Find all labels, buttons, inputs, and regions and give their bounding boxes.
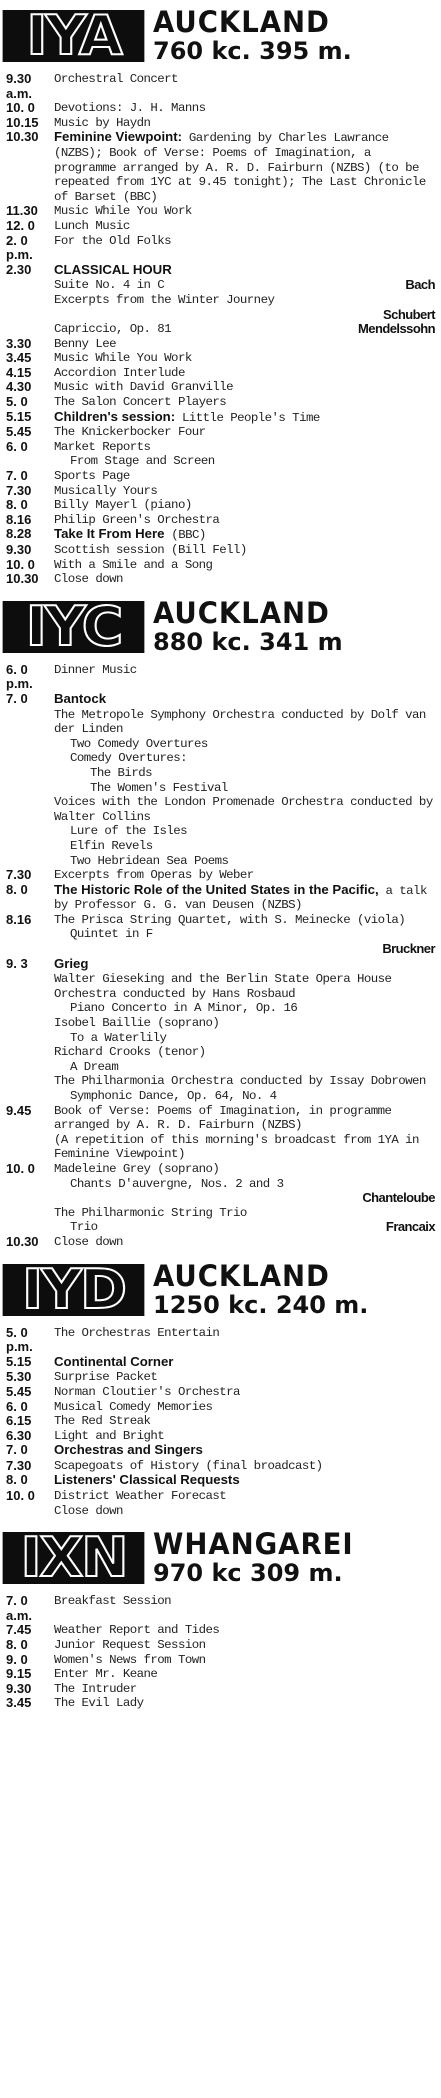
entry-description: Norman Cloutier's Orchestra xyxy=(54,1384,240,1399)
entry-detail-line: Two Comedy Overtures xyxy=(70,736,208,751)
entry-description: Little People's Time xyxy=(175,410,320,425)
entry-description: Benny Lee xyxy=(54,336,116,351)
station-banner xyxy=(6,6,435,68)
entry-body xyxy=(54,558,435,573)
entry-title: Feminine Viewpoint: xyxy=(54,129,182,145)
station-section xyxy=(6,1528,435,1711)
stations-list xyxy=(6,6,435,1711)
entry-body xyxy=(54,116,435,131)
programme-entry xyxy=(6,1623,435,1638)
entry-time: 10. 0 xyxy=(6,1160,35,1176)
entry-description: Orchestral Concert xyxy=(54,72,178,86)
station-frequency: 880 kc. 341 m xyxy=(153,627,343,656)
entry-description: Book of Verse: Poems of Imagination, in programme arranged by A. R. D. Fairburn (NZBS) xyxy=(54,1103,392,1133)
entry-detail-line: Piano Concerto in A Minor, Op. 16 xyxy=(70,1001,298,1016)
station-section xyxy=(6,1257,435,1529)
station-city: AUCKLAND xyxy=(153,595,330,630)
entry-detail-line xyxy=(54,278,435,293)
programme-entry xyxy=(6,663,435,692)
entry-body xyxy=(54,957,435,1104)
entry-detail-line xyxy=(54,1220,435,1235)
entry-body xyxy=(54,1638,435,1653)
entry-time: 7.30 xyxy=(6,1457,32,1473)
entry-description: With a Smile and a Song xyxy=(54,557,213,572)
entry-time: 9.30 xyxy=(6,1680,32,1696)
programme-entry xyxy=(6,513,435,528)
programme-entry xyxy=(6,1385,435,1400)
entry-time: 9. 3 xyxy=(6,955,28,971)
entry-detail-line xyxy=(54,1191,435,1206)
programme-entry xyxy=(6,366,435,381)
programme-entry xyxy=(6,1459,435,1474)
programme-entry xyxy=(6,1594,435,1623)
programme-entry xyxy=(6,1682,435,1697)
entry-body xyxy=(54,868,435,883)
entry-time: 9. 0 xyxy=(6,1651,28,1667)
entry-body xyxy=(54,454,435,469)
programme-entry xyxy=(6,527,435,543)
programme-list xyxy=(6,663,435,1250)
entry-body xyxy=(54,101,435,116)
entry-body xyxy=(54,1653,435,1668)
entry-time: 10. 0 xyxy=(6,100,35,116)
programme-entry xyxy=(6,868,435,883)
programme-entry xyxy=(6,1653,435,1668)
programme-entry xyxy=(6,116,435,131)
entry-body xyxy=(54,1414,435,1429)
programme-list xyxy=(6,72,435,587)
entry-body xyxy=(54,440,435,455)
entry-body xyxy=(54,883,435,913)
programme-entry xyxy=(6,234,435,263)
entry-detail-line: To a Waterlily xyxy=(70,1030,167,1045)
entry-description: Lunch Music xyxy=(54,218,130,233)
entry-time: 5. 0 p.m. xyxy=(6,1324,33,1355)
entry-body xyxy=(54,543,435,558)
entry-detail-line: Voices with the London Promenade Orchestra conducted by Walter Collins xyxy=(54,795,433,824)
programme-entry xyxy=(6,101,435,116)
entry-body xyxy=(54,72,435,101)
programme-entry xyxy=(6,72,435,101)
entry-body xyxy=(54,1104,435,1162)
entry-body xyxy=(54,498,435,513)
entry-description: Surprise Packet xyxy=(54,1370,158,1385)
entry-time: 9.45 xyxy=(6,1102,32,1118)
entry-body xyxy=(54,1235,435,1250)
entry-body xyxy=(54,1429,435,1444)
entry-body xyxy=(54,1623,435,1638)
entry-time: 7.30 xyxy=(6,867,32,883)
entry-time: 4.30 xyxy=(6,379,32,395)
programme-list xyxy=(6,1594,435,1711)
programme-entry xyxy=(6,204,435,219)
entry-time: 5.45 xyxy=(6,424,32,440)
entry-time: 10. 0 xyxy=(6,1488,35,1504)
programme-entry xyxy=(6,558,435,573)
entry-detail-line: Excerpts from the Winter Journey xyxy=(54,292,275,307)
entry-body xyxy=(54,410,435,426)
entry-description: a talk by Professor G. G. van Deusen (NZBS) xyxy=(54,883,427,913)
entry-time: 5.15 xyxy=(6,408,32,424)
entry-body xyxy=(54,219,435,234)
entry-time: 10.30 xyxy=(6,129,39,145)
station-city: AUCKLAND xyxy=(153,5,330,39)
programme-entry xyxy=(6,130,435,204)
entry-description: Musical Comedy Memories xyxy=(54,1399,213,1414)
entry-description: Junior Request Session xyxy=(54,1638,206,1653)
entry-title: Take It From Here xyxy=(54,526,165,542)
entry-time: 6.15 xyxy=(6,1413,32,1429)
entry-body xyxy=(54,1326,435,1355)
entry-body xyxy=(54,1594,435,1623)
station-frequency: 760 kc. 395 m. xyxy=(153,37,352,65)
entry-time: 9.30 xyxy=(6,542,32,557)
entry-description: Madeleine Grey (soprano) xyxy=(54,1161,220,1176)
programme-entry xyxy=(6,454,435,469)
entry-detail-line: The Philharmonia Orchestra conducted by Issay Dobrowen xyxy=(54,1074,426,1089)
entry-description: Light and Bright xyxy=(54,1428,165,1443)
entry-description: Gardening by Charles Lawrance (NZBS); Book of Verse: Poems of Imagination, a programme arranged by A. R. D. Fairburn (NZBS) (to be repeated from 1YC at 9.45 tonight); The Last Chronicle of Barset (BBC) xyxy=(54,131,426,204)
entry-detail-line: Chants D'auvergne, Nos. 2 and 3 xyxy=(70,1176,284,1191)
programme-entry xyxy=(6,440,435,455)
entry-time: 9.30 a.m. xyxy=(6,71,33,101)
entry-description: Women's News from Town xyxy=(54,1652,206,1667)
entry-time: 8. 0 xyxy=(6,1637,28,1653)
entry-time: 8. 0 xyxy=(6,497,28,513)
entry-time: 6. 0 p.m. xyxy=(6,661,33,692)
station-frequency: 1250 kc. 240 m. xyxy=(153,1290,369,1319)
station-logo xyxy=(3,594,145,658)
programme-entry xyxy=(6,351,435,366)
entry-description: Sports Page xyxy=(54,469,130,484)
entry-detail-line: The Metropole Symphony Orchestra conducted by Dolf van der Linden xyxy=(54,707,426,737)
entry-detail-line: The Philharmonic String Trio xyxy=(54,1205,247,1220)
programme-entry xyxy=(6,337,435,352)
programme-entry xyxy=(6,1667,435,1682)
composer-name: Chanteloube xyxy=(362,1190,435,1206)
entry-time: 10.30 xyxy=(6,571,39,587)
entry-time: 5.45 xyxy=(6,1383,32,1399)
entry-time: 12. 0 xyxy=(6,217,35,233)
entry-time: 2. 0 p.m. xyxy=(6,232,33,263)
programme-entry xyxy=(6,1443,435,1459)
entry-body xyxy=(54,1370,435,1385)
entry-time: 6. 0 xyxy=(6,438,28,454)
entry-body xyxy=(54,572,435,587)
entry-detail-line: Walter Gieseking and the Berlin State Opera House Orchestra conducted by Hans Rosbaud xyxy=(54,972,392,1001)
entry-description: Devotions: J. H. Manns xyxy=(54,101,206,116)
entry-body xyxy=(54,513,435,528)
entry-description: Philip Green's Orchestra xyxy=(54,512,220,527)
entry-description: Musically Yours xyxy=(54,483,158,498)
programme-entry xyxy=(6,469,435,484)
programme-entry xyxy=(6,1414,435,1429)
entry-body xyxy=(54,1489,435,1518)
programme-entry xyxy=(6,219,435,234)
programme-entry xyxy=(6,484,435,499)
entry-time: 8. 0 xyxy=(6,881,28,897)
entry-description: Music While You Work xyxy=(54,351,192,366)
entry-title: Orchestras and Singers xyxy=(54,1442,203,1458)
entry-description: From Stage and Screen xyxy=(70,454,215,469)
station-logo xyxy=(3,4,145,67)
programme-list xyxy=(6,1326,435,1519)
entry-description: The Knickerbocker Four xyxy=(54,425,206,440)
programme-entry xyxy=(6,263,435,337)
programme-entry xyxy=(6,1370,435,1385)
entry-description: The Orchestras Entertain xyxy=(54,1325,220,1340)
entry-description: For the Old Folks xyxy=(54,233,172,248)
composer-name: Bach xyxy=(405,277,435,293)
entry-description: The Intruder xyxy=(54,1681,137,1696)
station-callsign: IYC xyxy=(25,594,122,658)
entry-time: 5.30 xyxy=(6,1369,32,1385)
entry-body xyxy=(54,1696,435,1711)
entry-time: 3.30 xyxy=(6,335,32,351)
entry-body xyxy=(54,204,435,219)
detail-text: Trio xyxy=(70,1220,98,1235)
entry-time: 8. 0 xyxy=(6,1472,28,1488)
composer-name: Schubert xyxy=(383,306,435,322)
entry-body xyxy=(54,1355,435,1371)
entry-description: (BBC) xyxy=(164,528,206,543)
programme-entry xyxy=(6,498,435,513)
entry-description: Music by Haydn xyxy=(54,115,151,130)
entry-title: Continental Corner xyxy=(54,1353,174,1369)
entry-detail-line: Comedy Overtures: xyxy=(70,751,188,766)
entry-description: The Salon Concert Players xyxy=(54,395,227,410)
entry-detail-line: A Dream xyxy=(70,1059,119,1074)
entry-detail-line: Elfin Revels xyxy=(70,838,153,853)
entry-time: 8.28 xyxy=(6,526,32,542)
entry-title: The Historic Role of the United States in the Pacific, xyxy=(54,881,379,897)
programme-entry xyxy=(6,572,435,587)
programme-entry xyxy=(6,543,435,558)
station-city: WHANGAREI xyxy=(153,1527,354,1562)
station-callsign: IXN xyxy=(20,1526,127,1590)
station-callsign: IYA xyxy=(26,4,121,67)
entry-title: Grieg xyxy=(54,955,89,971)
composer-name: Mendelssohn xyxy=(357,321,435,337)
programme-entry xyxy=(6,1400,435,1415)
entry-time: 5. 0 xyxy=(6,394,28,410)
entry-body xyxy=(54,351,435,366)
entry-body xyxy=(54,395,435,410)
entry-time: 10.30 xyxy=(6,1233,39,1249)
entry-detail-line: Lure of the Isles xyxy=(70,824,188,839)
entry-time: 10. 0 xyxy=(6,556,35,572)
station-header xyxy=(141,597,435,655)
entry-detail-line: Symphonic Dance, Op. 64, No. 4 xyxy=(70,1089,277,1103)
programme-entry xyxy=(6,913,435,957)
programme-entry xyxy=(6,1326,435,1355)
entry-description: Music with David Granville xyxy=(54,380,234,395)
entry-description: Dinner Music xyxy=(54,662,137,677)
entry-description: Excerpts from Operas by Weber xyxy=(54,868,254,883)
entry-time: 4.15 xyxy=(6,364,32,380)
entry-body xyxy=(54,1162,435,1235)
programme-entry xyxy=(6,1638,435,1653)
entry-body xyxy=(54,234,435,263)
entry-body xyxy=(54,1400,435,1415)
entry-time: 10.15 xyxy=(6,114,39,130)
entry-detail-line: Two Hebridean Sea Poems xyxy=(70,853,229,868)
programme-entry xyxy=(6,1429,435,1444)
station-header xyxy=(141,6,435,64)
entry-detail-line: Close down xyxy=(54,1503,123,1518)
programme-entry xyxy=(6,1355,435,1371)
entry-description: The Red Streak xyxy=(54,1414,151,1429)
entry-title: CLASSICAL HOUR xyxy=(54,261,172,277)
entry-body xyxy=(54,366,435,381)
entry-body xyxy=(54,1443,435,1459)
entry-time: 6. 0 xyxy=(6,1398,28,1414)
entry-time: 5.15 xyxy=(6,1353,32,1369)
programme-entry xyxy=(6,1489,435,1518)
entry-description: Scottish session (Bill Fell) xyxy=(54,543,247,557)
entry-detail-line xyxy=(54,942,435,957)
entry-body xyxy=(54,692,435,868)
station-banner xyxy=(6,594,435,659)
entry-description: Close down xyxy=(54,1234,123,1249)
station-section xyxy=(6,594,435,1260)
entry-detail-line: The Women's Festival xyxy=(90,780,228,795)
entry-description: District Weather Forecast xyxy=(54,1489,227,1504)
entry-detail-line xyxy=(54,308,435,323)
programme-entry xyxy=(6,957,435,1104)
entry-time: 7. 0 xyxy=(6,468,28,484)
entry-description: Weather Report and Tides xyxy=(54,1623,220,1638)
programme-entry xyxy=(6,425,435,440)
entry-title: Children's session: xyxy=(54,408,176,424)
programme-entry xyxy=(6,1696,435,1711)
entry-description: Market Reports xyxy=(54,439,151,454)
entry-body xyxy=(54,1473,435,1489)
entry-body xyxy=(54,1667,435,1682)
station-logo xyxy=(3,1257,145,1321)
programme-entry xyxy=(6,395,435,410)
station-city: AUCKLAND xyxy=(153,1258,330,1293)
station-callsign: IYD xyxy=(22,1257,125,1321)
entry-time: 9.15 xyxy=(6,1666,32,1682)
entry-detail-line xyxy=(54,322,435,337)
entry-time: 7.45 xyxy=(6,1622,32,1638)
entry-time: 11.30 xyxy=(6,203,38,219)
entry-time: 7.30 xyxy=(6,482,32,498)
entry-time: 3.45 xyxy=(6,1695,32,1711)
entry-time: 2.30 xyxy=(6,261,32,277)
entry-title: Listeners' Classical Requests xyxy=(54,1472,240,1488)
entry-body xyxy=(54,1682,435,1697)
entry-detail-line: Quintet in F xyxy=(70,927,153,942)
programme-entry xyxy=(6,1235,435,1250)
entry-time: 7. 0 xyxy=(6,1442,28,1458)
entry-body xyxy=(54,663,435,692)
entry-body xyxy=(54,130,435,204)
entry-time: 3.45 xyxy=(6,350,32,366)
entry-body xyxy=(54,469,435,484)
entry-time: 7. 0 a.m. xyxy=(6,1593,33,1623)
entry-time: 6.30 xyxy=(6,1427,32,1443)
entry-description: Accordion Interlude xyxy=(54,365,185,380)
entry-time: 8.16 xyxy=(6,911,32,927)
entry-detail-line: (A repetition of this morning's broadcast from 1YA in Feminine Viewpoint) xyxy=(54,1132,419,1162)
entry-body xyxy=(54,425,435,440)
programme-entry xyxy=(6,692,435,868)
entry-body xyxy=(54,913,435,957)
entry-time: 7. 0 xyxy=(6,690,28,706)
programme-entry xyxy=(6,1162,435,1235)
entry-detail-line: Isobel Baillie (soprano) xyxy=(54,1016,220,1031)
entry-title: Bantock xyxy=(54,690,107,706)
entry-body xyxy=(54,263,435,337)
entry-description: Breakfast Session xyxy=(54,1594,172,1609)
entry-detail-line: The Birds xyxy=(90,765,152,780)
programme-entry xyxy=(6,1104,435,1162)
programme-entry xyxy=(6,883,435,913)
entry-description: Billy Mayerl (piano) xyxy=(54,498,192,513)
entry-description: The Prisca String Quartet, with S. Meinecke (viola) xyxy=(54,912,406,927)
detail-text: Suite No. 4 in C xyxy=(54,278,165,293)
station-logo xyxy=(3,1526,145,1590)
programme-entry xyxy=(6,1473,435,1489)
entry-description: Enter Mr. Keane xyxy=(54,1667,158,1682)
station-banner xyxy=(6,1257,435,1322)
programme-entry xyxy=(6,410,435,426)
entry-description: Scapegoats of History (final broadcast) xyxy=(54,1458,323,1473)
entry-body xyxy=(54,1459,435,1474)
entry-detail-line: Richard Crooks (tenor) xyxy=(54,1045,206,1060)
station-banner xyxy=(6,1528,435,1590)
entry-body xyxy=(54,484,435,499)
programme-entry xyxy=(6,380,435,395)
entry-description: The Evil Lady xyxy=(54,1696,144,1711)
entry-body xyxy=(54,1385,435,1400)
station-header xyxy=(141,1260,435,1318)
entry-description: Close down xyxy=(54,572,123,587)
entry-body xyxy=(54,337,435,352)
station-header xyxy=(141,1528,435,1586)
entry-body xyxy=(54,380,435,395)
composer-name: Bruckner xyxy=(382,941,435,957)
station-section xyxy=(6,6,435,597)
entry-time: 8.16 xyxy=(6,511,32,527)
composer-name: Francaix xyxy=(385,1219,435,1235)
detail-text: Capriccio, Op. 81 xyxy=(54,322,172,337)
station-frequency: 970 kc 309 m. xyxy=(153,1559,343,1588)
entry-body xyxy=(54,527,435,543)
entry-time xyxy=(6,454,54,469)
entry-description: Music While You Work xyxy=(54,204,192,219)
